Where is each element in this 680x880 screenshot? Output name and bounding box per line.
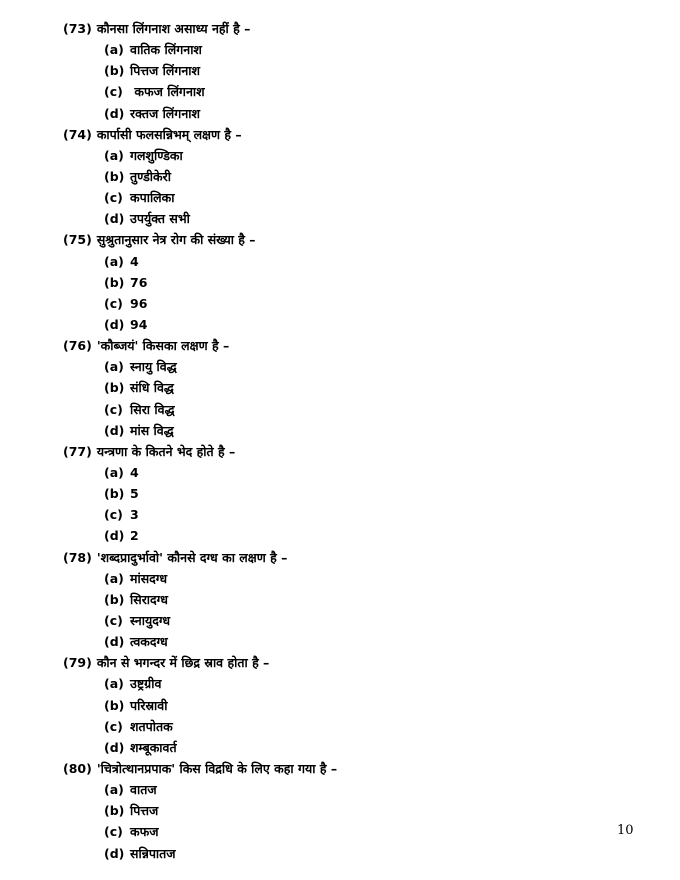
question-block (63, 758, 623, 864)
question-line (63, 335, 623, 356)
option-text: शतपोतक (130, 718, 173, 734)
option-list (63, 779, 623, 864)
question-text: सुश्रुतानुसार नेत्र रोग की संख्या है – (96, 232, 256, 248)
option-key: (a) (104, 782, 124, 798)
answer-option (63, 208, 623, 229)
answer-option (63, 166, 623, 187)
option-text: कफज लिंगनाश (130, 84, 205, 100)
option-key: (a) (104, 42, 124, 58)
option-text: वातज (130, 782, 157, 798)
option-key: (a) (104, 570, 124, 586)
option-key: (d) (104, 105, 125, 121)
option-list (63, 568, 623, 653)
option-text: तुण्डीकेरी (130, 169, 171, 185)
answer-option (63, 610, 623, 631)
option-text: स्नायु विद्ध (130, 359, 177, 375)
option-text: 4 (130, 253, 139, 269)
question-number: (75) (63, 232, 92, 248)
question-line (63, 18, 623, 39)
question-block (63, 18, 623, 124)
question-number: (79) (63, 655, 92, 671)
option-text: पित्तज (130, 803, 159, 819)
option-text: कफज (130, 824, 159, 840)
option-list (63, 673, 623, 758)
option-text: 5 (130, 486, 139, 502)
question-text: 'चित्रोत्थानप्रपाक' किस विद्रधि के लिए कहा गया है – (96, 760, 338, 776)
option-key: (c) (104, 613, 123, 628)
option-text: 3 (130, 507, 139, 523)
answer-option (63, 673, 623, 694)
option-text: शम्बूकावर्त (130, 739, 177, 755)
answer-option (63, 377, 623, 398)
option-text: 4 (130, 465, 139, 481)
question-block (63, 547, 623, 653)
option-text: उष्ट्रग्रीव (130, 676, 162, 692)
option-list (63, 145, 623, 230)
option-text: उपर्युक्त सभी (130, 211, 190, 227)
question-number: (80) (63, 760, 92, 776)
option-key: (d) (104, 211, 125, 227)
question-text: कार्पासी फलसन्निभम् लक्षण है – (96, 126, 242, 142)
option-key: (b) (104, 380, 125, 396)
answer-option (63, 737, 623, 758)
question-line (63, 441, 623, 462)
question-line (63, 547, 623, 568)
answer-option (63, 251, 623, 272)
option-list (63, 39, 623, 124)
option-key: (a) (104, 253, 124, 269)
answer-option (63, 103, 623, 124)
option-key: (b) (104, 274, 125, 290)
answer-option (63, 462, 623, 483)
option-list (63, 251, 623, 336)
option-key: (d) (104, 317, 125, 333)
answer-option (63, 821, 623, 842)
answer-option (63, 81, 623, 102)
answer-option (63, 504, 623, 525)
answer-option (63, 483, 623, 504)
question-block (63, 335, 623, 441)
option-key: (b) (104, 591, 125, 607)
option-text: 76 (130, 274, 148, 290)
answer-option (63, 525, 623, 546)
question-text: कौनसा लिंगनाश असाध्य नहीं है – (96, 21, 251, 37)
option-text: संधि विद्ध (130, 380, 174, 396)
option-text: 94 (130, 317, 148, 333)
option-text: सिरादग्ध (130, 591, 168, 607)
answer-option (63, 60, 623, 81)
option-key: (b) (104, 803, 125, 819)
answer-option (63, 145, 623, 166)
option-text: वातिक लिंगनाश (130, 42, 202, 58)
option-text: परिस्रावी (130, 697, 168, 713)
option-key: (b) (104, 486, 125, 502)
option-text: मांसदग्ध (130, 570, 168, 586)
question-text: 'कौब्जयं' किसका लक्षण है – (96, 338, 230, 354)
option-text: सिरा विद्ध (130, 401, 175, 417)
option-key: (c) (104, 401, 123, 417)
question-block (63, 652, 623, 758)
answer-option (63, 293, 623, 314)
answer-option (63, 39, 623, 60)
question-block (63, 229, 623, 335)
question-line (63, 758, 623, 779)
option-key: (d) (104, 422, 125, 438)
option-text: त्वकदग्ध (130, 634, 168, 650)
option-key: (d) (104, 739, 125, 755)
option-key: (d) (104, 528, 125, 544)
option-key: (a) (104, 676, 124, 692)
option-text: रक्तज लिंगनाश (130, 105, 200, 121)
answer-option (63, 589, 623, 610)
question-text: कौन से भगन्दर में छिद्र स्राव होता है – (96, 655, 270, 671)
option-key: (c) (104, 190, 123, 206)
answer-option (63, 695, 623, 716)
option-text: सन्निपातज (130, 845, 176, 861)
option-list (63, 462, 623, 547)
answer-option (63, 399, 623, 420)
question-number: (74) (63, 126, 92, 142)
question-number: (78) (63, 549, 92, 565)
option-text: 2 (130, 528, 139, 544)
question-line (63, 229, 623, 250)
option-key: (c) (104, 295, 123, 311)
answer-option (63, 842, 623, 863)
option-key: (c) (104, 718, 123, 734)
answer-option (63, 800, 623, 821)
question-block (63, 441, 623, 547)
question-number: (76) (63, 338, 92, 354)
question-line (63, 124, 623, 145)
option-key: (b) (104, 169, 125, 185)
option-key: (d) (104, 634, 125, 650)
option-key: (a) (104, 359, 124, 375)
answer-option (63, 568, 623, 589)
option-key: (c) (104, 507, 123, 523)
question-number: (77) (63, 443, 92, 459)
question-list (63, 18, 623, 864)
answer-option (63, 314, 623, 335)
question-number: (73) (63, 21, 92, 37)
option-key: (d) (104, 845, 125, 861)
option-text: 96 (130, 295, 148, 311)
option-key: (c) (104, 84, 123, 100)
answer-option (63, 356, 623, 377)
option-key: (a) (104, 465, 124, 481)
option-key: (b) (104, 63, 125, 79)
question-line (63, 652, 623, 673)
answer-option (63, 272, 623, 293)
question-text: यन्त्रणा के कितने भेद होते है – (96, 443, 236, 459)
option-text: स्नायुदग्ध (130, 613, 171, 628)
option-text: पित्तज लिंगनाश (130, 63, 201, 79)
question-text: 'शब्दप्रादुर्भावो' कौनसे दग्ध का लक्षण है – (96, 549, 288, 565)
answer-option (63, 779, 623, 800)
answer-option (63, 420, 623, 441)
option-text: मांस विद्ध (130, 422, 174, 438)
option-key: (b) (104, 697, 125, 713)
answer-option (63, 187, 623, 208)
page-number: 10 (617, 823, 634, 838)
option-text: कपालिका (130, 190, 175, 206)
option-list (63, 356, 623, 441)
option-key: (a) (104, 147, 124, 163)
question-block (63, 124, 623, 230)
answer-option (63, 631, 623, 652)
answer-option (63, 716, 623, 737)
option-text: गलशुण्डिका (130, 147, 183, 163)
option-key: (c) (104, 824, 123, 840)
